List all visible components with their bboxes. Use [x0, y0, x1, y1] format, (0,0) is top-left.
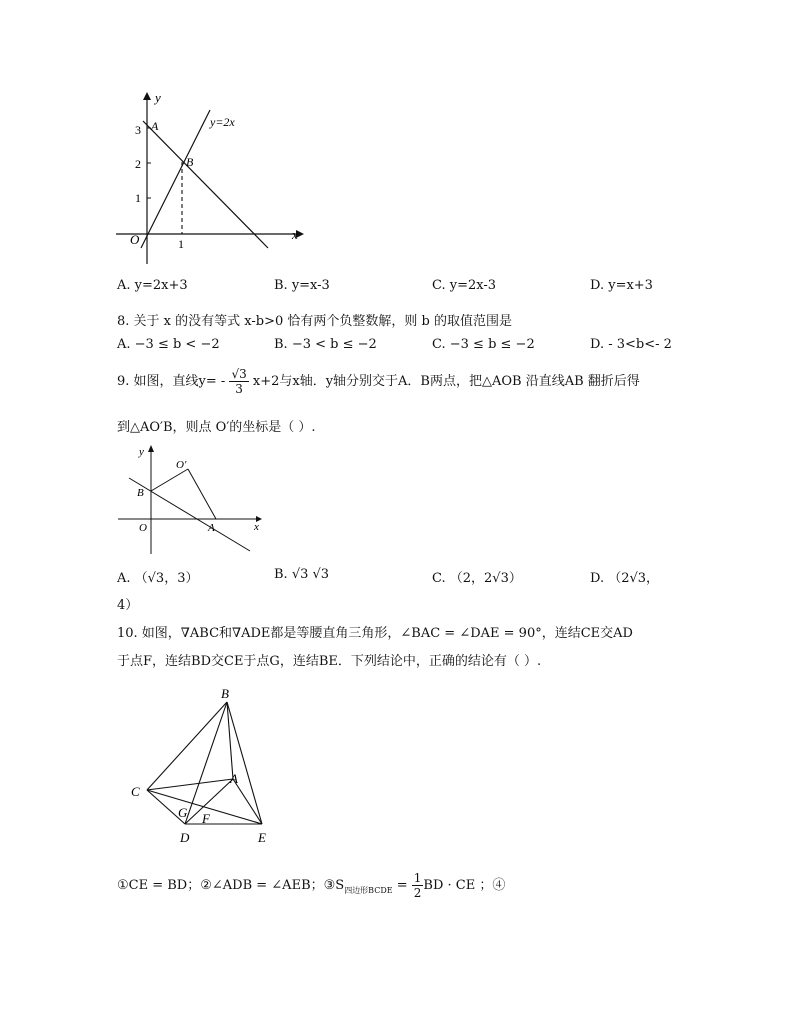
q7-y-arrow — [143, 92, 151, 100]
q10-label-g: G — [178, 805, 188, 820]
q7-label-x: x — [292, 227, 298, 242]
q7-label-a: A — [151, 119, 159, 133]
q9-option-b: B. √3 √3 — [274, 567, 330, 582]
q10-equals: = — [392, 878, 412, 893]
q10-conclusions-part2: BD · CE ；④ — [423, 878, 506, 893]
q7-line-ab — [143, 121, 268, 248]
q9-label-origin: O — [139, 522, 147, 534]
q9-y-arrow — [148, 445, 154, 452]
q10-conclusions-part1: ①CE = BD；②∠ADB = ∠AEB；③S — [117, 878, 345, 893]
q9-label-y: y — [139, 446, 144, 458]
q10-half-den: 2 — [413, 886, 422, 900]
q7-option-c: C. y=2x-3 — [432, 278, 497, 293]
q8-option-c: C. −3 ≤ b ≤ −2 — [432, 337, 535, 352]
q9-option-a: A. （√3，3） — [117, 571, 199, 586]
q10-segment-bd — [185, 702, 227, 824]
q10-stem-line2: 于点F，连结BD交CE于点G，连结BE．下列结论中，正确的结论有（ ）. — [117, 654, 542, 669]
q9-option-c: C. （2，2√3） — [432, 571, 522, 586]
q10-label-b: B — [221, 686, 229, 701]
q10-label-e: E — [258, 830, 266, 845]
q9-fraction — [229, 367, 248, 396]
q7-label-b: B — [186, 155, 194, 169]
q8-option-a: A. −3 ≤ b < −2 — [117, 337, 220, 352]
q7-figure — [110, 88, 310, 268]
q7-ytick-3-label: 3 — [135, 123, 141, 137]
q9-line-ab — [129, 478, 250, 551]
q7-label-y: y — [155, 90, 161, 105]
q7-ytick-1-label: 1 — [135, 191, 141, 205]
q10-subscript: 四边形BCDE — [344, 886, 393, 895]
q9-figure — [112, 440, 272, 560]
q8-stem: 8. 关于 x 的没有等式 x-b>0 恰有两个负整数解，则 b 的取值范围是 — [117, 314, 512, 329]
q10-half-fraction — [412, 871, 424, 900]
q7-option-b: B. y=x-3 — [274, 278, 330, 293]
q9-option-d: D. （2√3， — [590, 571, 660, 586]
q9-label-a: A — [208, 522, 215, 534]
q7-label-origin: O — [130, 232, 140, 247]
q9-stem-pre: 9. 如图，直线y= - — [117, 374, 226, 389]
q10-figure — [120, 682, 290, 850]
q10-label-a: A — [230, 771, 238, 786]
q8-option-d: D. - 3<b<- 2 — [590, 337, 672, 352]
q9-option-d-continued: 4） — [117, 598, 139, 613]
q10-segment-bc — [147, 702, 227, 790]
q9-stem-post: x+2与x轴．y轴分别交于A．B两点，把△AOB 沿直线AB 翻折后得 — [252, 374, 640, 389]
q7-option-a: A. y=2x+3 — [117, 278, 188, 293]
q10-half-num: 1 — [413, 871, 422, 885]
q9-label-x: x — [254, 521, 259, 533]
q9-frac-den: 3 — [235, 382, 243, 396]
q8-option-b: B. −3 < b ≤ −2 — [274, 337, 377, 352]
q9-stem-line2: 到△AO′B，则点 O′的坐标是（ ）. — [117, 420, 316, 435]
q10-segment-ca — [147, 779, 233, 790]
q7-option-d: D. y=x+3 — [590, 278, 653, 293]
q10-label-c: C — [131, 784, 140, 799]
q10-conclusions — [117, 868, 505, 909]
q9-label-b: B — [137, 487, 144, 499]
q9-stem-line1 — [117, 362, 640, 402]
q7-line-label: y=2x — [210, 115, 235, 129]
q9-segment-o-prime-a — [188, 469, 216, 519]
q9-frac-num: √3 — [231, 367, 247, 381]
q10-label-f: F — [202, 811, 210, 826]
q10-stem-line1: 10. 如图，∇ABC和∇ADE都是等腰直角三角形，∠BAC = ∠DAE = 90°，连结CE交AD — [117, 626, 633, 641]
q9-segment-bo-prime — [151, 469, 188, 491]
q9-label-o-prime: O′ — [176, 459, 187, 471]
q7-xtick-1-label: 1 — [178, 237, 184, 251]
q7-ytick-2-label: 2 — [135, 157, 141, 171]
q10-label-d: D — [180, 830, 190, 845]
